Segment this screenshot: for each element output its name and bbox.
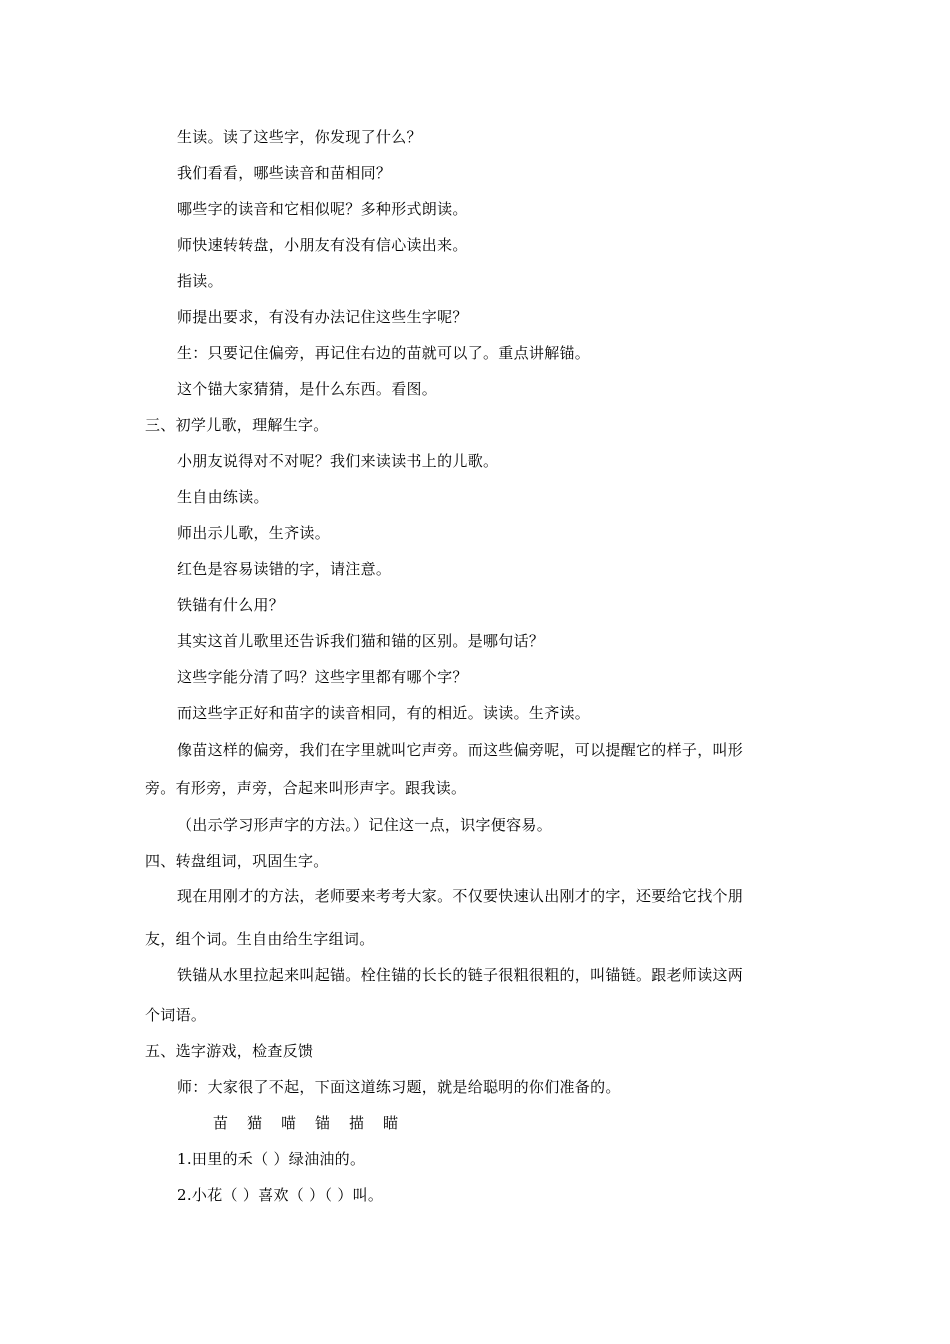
paragraph-line: 铁锚有什么用？ xyxy=(177,596,285,614)
paragraph-line: 铁锚从水里拉起来叫起锚。栓住锚的长长的链子很粗很粗的，叫锚链。跟老师读这两 xyxy=(177,966,744,984)
paragraph-line: （出示学习形声字的方法。）记住这一点，识字便容易。 xyxy=(177,816,553,834)
paragraph-line: 师出示儿歌，生齐读。 xyxy=(177,524,331,542)
character-item: 瞄 xyxy=(383,1114,399,1132)
paragraph-line: 而这些字正好和苗字的读音相同，有的相近。读读。生齐读。 xyxy=(177,704,591,722)
paragraph-line: 指读。 xyxy=(177,272,223,290)
paragraph-line: 生读。读了这些字，你发现了什么？ xyxy=(177,128,422,146)
character-item: 描 xyxy=(349,1114,365,1132)
paragraph-line: 我们看看，哪些读音和苗相同？ xyxy=(177,164,392,182)
section-heading: 三、初学儿歌，理解生字。 xyxy=(145,416,329,434)
character-item: 猫 xyxy=(247,1114,263,1132)
paragraph-line: 哪些字的读音和它相似呢？多种形式朗读。 xyxy=(177,200,468,218)
paragraph-line: 现在用刚才的方法，老师要来考考大家。不仅要快速认出刚才的字，还要给它找个朋 xyxy=(177,887,744,905)
paragraph-line: 友，组个词。生自由给生字组词。 xyxy=(145,930,375,948)
paragraph-line: 其实这首儿歌里还告诉我们猫和锚的区别。是哪句话？ xyxy=(177,632,545,650)
paragraph-line: 小朋友说得对不对呢？我们来读读书上的儿歌。 xyxy=(177,452,499,470)
paragraph-line: 生自由练读。 xyxy=(177,488,269,506)
character-list xyxy=(213,1113,417,1133)
exercise-item: 1.田里的禾（ ）绿油油的。 xyxy=(177,1150,366,1168)
character-item: 苗 xyxy=(213,1114,229,1132)
paragraph-line: 这个锚大家猜猜，是什么东西。看图。 xyxy=(177,380,438,398)
section-heading: 五、选字游戏，检查反馈 xyxy=(145,1042,314,1060)
section-heading: 四、转盘组词，巩固生字。 xyxy=(145,852,329,870)
paragraph-line: 师：大家很了不起，下面这道练习题，就是给聪明的你们准备的。 xyxy=(177,1078,621,1096)
paragraph-line: 师快速转转盘，小朋友有没有信心读出来。 xyxy=(177,236,468,254)
exercise-item: 2.小花（ ）喜欢（ ）（ ）叫。 xyxy=(177,1186,384,1204)
paragraph-line: 像苗这样的偏旁，我们在字里就叫它声旁。而这些偏旁呢，可以提醒它的样子，叫形 xyxy=(177,741,744,759)
paragraph-line: 红色是容易读错的字，请注意。 xyxy=(177,560,392,578)
paragraph-line: 师提出要求，有没有办法记住这些生字呢？ xyxy=(177,308,468,326)
paragraph-line: 这些字能分清了吗？这些字里都有哪个字？ xyxy=(177,668,468,686)
paragraph-line: 旁。有形旁，声旁，合起来叫形声字。跟我读。 xyxy=(145,779,467,797)
character-item: 锚 xyxy=(315,1114,331,1132)
character-item: 喵 xyxy=(281,1114,297,1132)
paragraph-line: 个词语。 xyxy=(145,1006,207,1024)
paragraph-line: 生：只要记住偏旁，再记住右边的苗就可以了。重点讲解锚。 xyxy=(177,344,591,362)
